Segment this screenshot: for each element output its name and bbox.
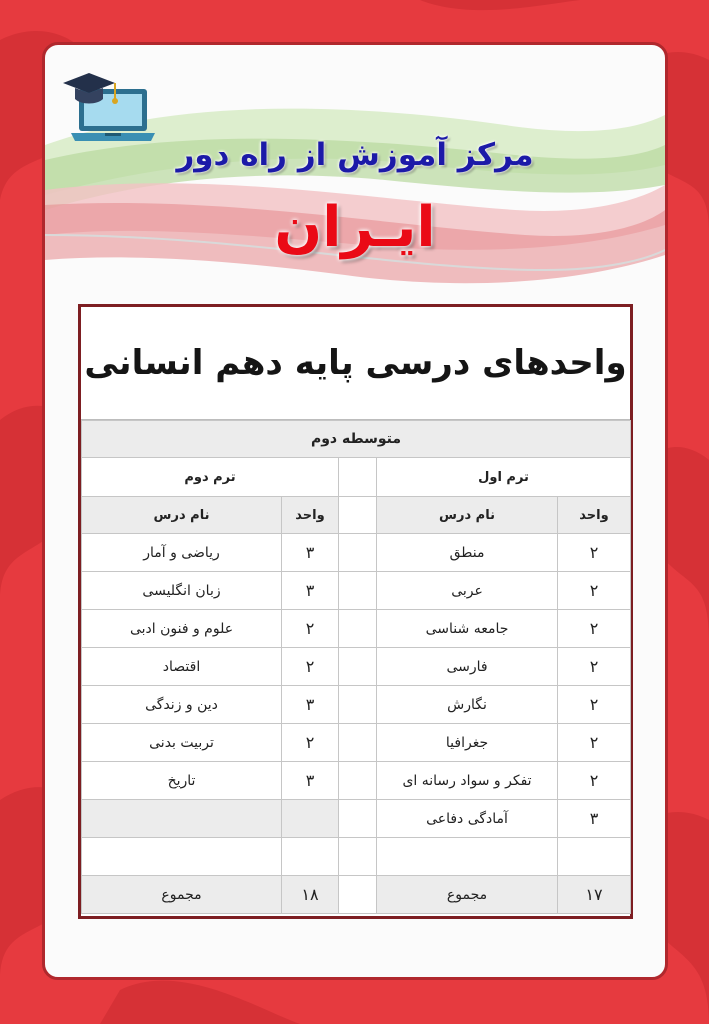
content-card [42,42,668,980]
term-separator [339,838,377,876]
term2-course [82,838,282,876]
term2-course: تربیت بدنی [82,724,282,762]
term1-name: ترم اول [377,458,631,497]
term-separator [339,534,377,572]
term1-units [558,838,631,876]
term2-course-header: نام درس [82,497,282,534]
term2-units: ۲ [282,724,339,762]
term-separator [339,458,377,497]
term1-course: آمادگی دفاعی [377,800,558,838]
level-label: متوسطه دوم [82,421,631,458]
term2-units [282,800,339,838]
term2-course: زبان انگلیسی [82,572,282,610]
term-separator [339,648,377,686]
term1-units: ۲ [558,572,631,610]
term1-course: جغرافیا [377,724,558,762]
term1-units: ۲ [558,610,631,648]
term2-units: ۲ [282,610,339,648]
term2-course [82,800,282,838]
term-separator [339,572,377,610]
term1-total-label: مجموع [377,876,558,914]
term2-units: ۳ [282,572,339,610]
term1-course: نگارش [377,686,558,724]
table-row [82,572,631,610]
term2-course: دین و زندگی [82,686,282,724]
table-row [82,648,631,686]
term-separator [339,800,377,838]
term-separator [339,876,377,914]
table-row [82,724,631,762]
term1-units: ۲ [558,724,631,762]
term1-course [377,838,558,876]
term1-units: ۳ [558,800,631,838]
term1-course: منطق [377,534,558,572]
term1-course: عربی [377,572,558,610]
term1-units: ۲ [558,534,631,572]
term2-name: ترم دوم [82,458,339,497]
term2-course: علوم و فنون ادبی [82,610,282,648]
term1-units: ۲ [558,762,631,800]
table-row [82,762,631,800]
terms-row [82,458,631,497]
total-row [82,876,631,914]
term-separator [339,724,377,762]
table-row [82,534,631,572]
term1-units: ۲ [558,686,631,724]
term1-course: جامعه شناسی [377,610,558,648]
units-table-container [78,304,633,919]
term2-units [282,838,339,876]
term2-units: ۳ [282,686,339,724]
table-row [82,838,631,876]
term1-course-header: نام درس [377,497,558,534]
table-row [82,610,631,648]
term-separator [339,686,377,724]
document-title: واحدهای درسی پایه دهم انسانی [81,307,630,420]
term2-units: ۳ [282,534,339,572]
term1-total-value: ۱۷ [558,876,631,914]
term-separator [339,610,377,648]
term2-course: اقتصاد [82,648,282,686]
term2-course: ریاضی و آمار [82,534,282,572]
term-separator [339,497,377,534]
term2-total-label: مجموع [82,876,282,914]
term-separator [339,762,377,800]
term2-total-value: ۱۸ [282,876,339,914]
level-row [82,421,631,458]
term2-course: تاریخ [82,762,282,800]
term2-units: ۲ [282,648,339,686]
table-row [82,800,631,838]
org-title: مرکز آموزش از راه دور [176,137,534,173]
term1-course: فارسی [377,648,558,686]
column-header-row [82,497,631,534]
term2-units: ۳ [282,762,339,800]
term1-units: ۲ [558,648,631,686]
units-table [81,420,631,914]
term1-course: تفکر و سواد رسانه ای [377,762,558,800]
table-row [82,686,631,724]
term1-units-header: واحد [558,497,631,534]
term2-units-header: واحد [282,497,339,534]
laptop-graduation-cap-icon [59,59,159,145]
org-name: ایـران [274,195,436,260]
